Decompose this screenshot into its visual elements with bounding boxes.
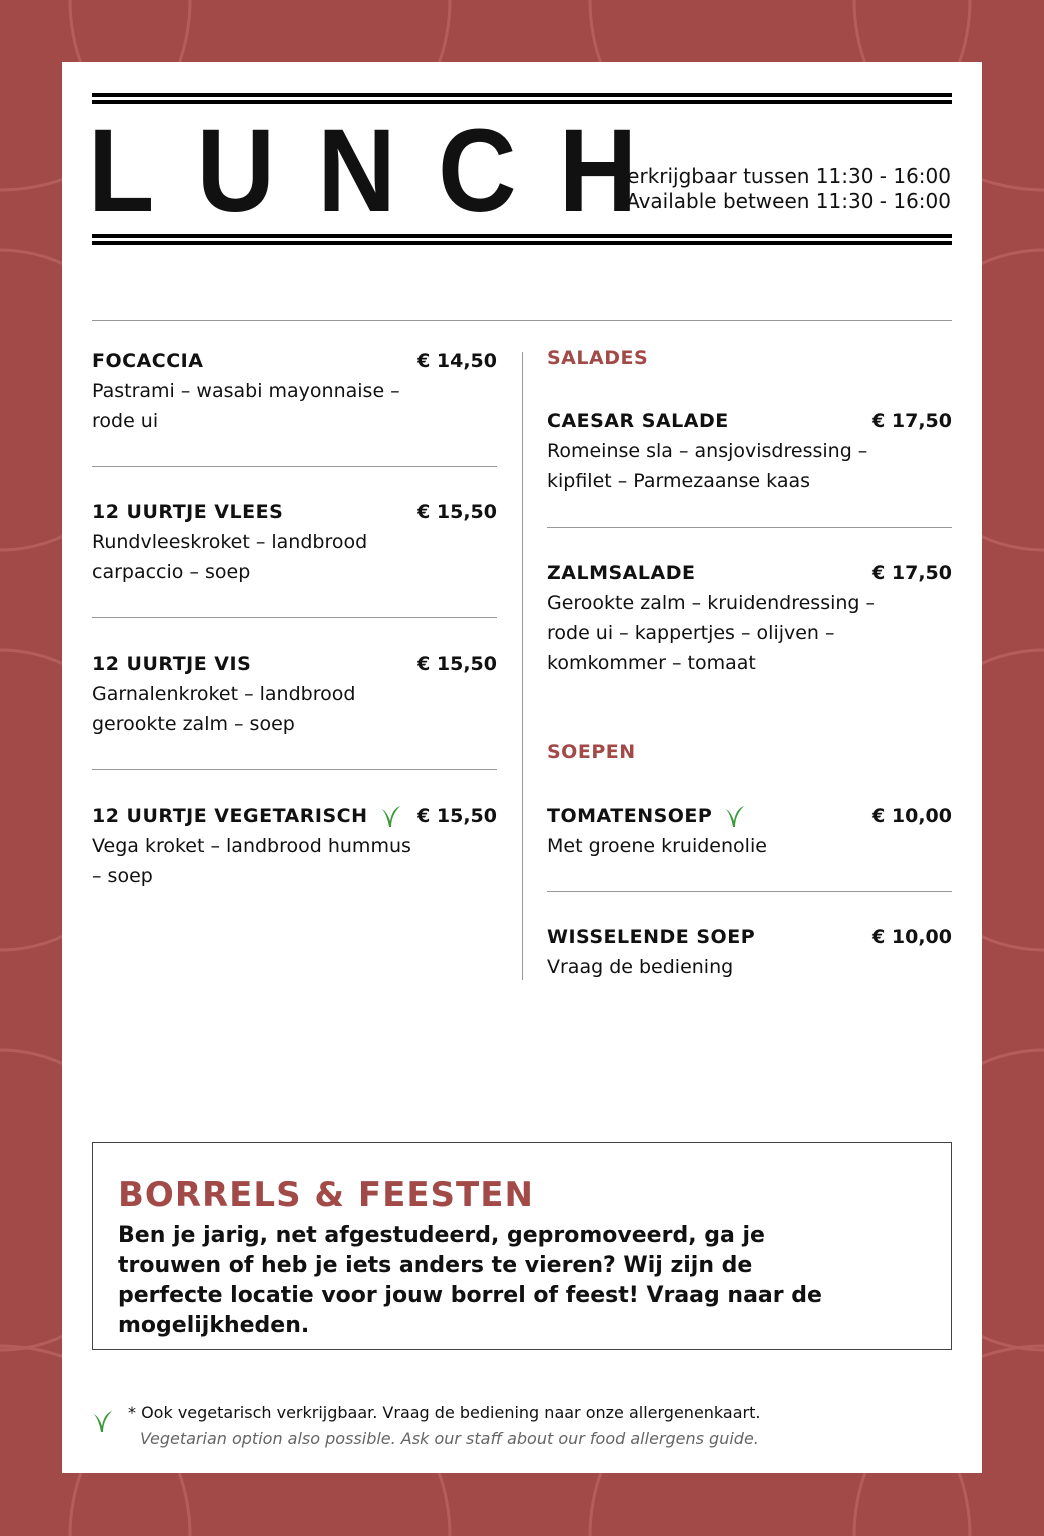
- section-salades: SALADES: [547, 347, 649, 369]
- item-name-text: FOCACCIA: [92, 350, 204, 372]
- divider: [92, 320, 952, 321]
- item-price: € 15,50: [417, 805, 497, 827]
- menu-item: [92, 346, 497, 436]
- borrels-box: [92, 1142, 952, 1350]
- item-name-text: 12 UURTJE VLEES: [92, 501, 284, 523]
- vegetarian-icon: [92, 1408, 114, 1434]
- divider: [547, 527, 952, 528]
- divider: [547, 891, 952, 892]
- hours-nl: Verkrijgbaar tussen 11:30 - 16:00: [615, 164, 951, 188]
- divider: [92, 617, 497, 618]
- item-description: Met groene kruidenolie: [547, 835, 767, 857]
- menu-item: [547, 801, 952, 861]
- footer-nl: * Ook vegetarisch verkrijgbaar. Vraag de bediening naar onze allergenenkaart.: [128, 1403, 761, 1422]
- page-title: LUNCH: [88, 105, 680, 237]
- item-price: € 17,50: [872, 562, 952, 584]
- item-description: Rundvleeskroket – landbrood carpaccio – soep: [92, 531, 368, 583]
- menu-item: [92, 497, 497, 587]
- footer-note: [92, 1400, 760, 1452]
- item-description: Gerookte zalm – kruidendressing – rode ui – kappertjes – olijven – komkommer – tomaat: [547, 592, 876, 674]
- menu-item: [547, 922, 952, 982]
- menu-item: [547, 558, 952, 678]
- availability-hours: [615, 164, 951, 214]
- item-price: € 14,50: [417, 350, 497, 372]
- header-double-rule: [92, 234, 952, 245]
- vegetarian-icon: [380, 803, 402, 829]
- item-name-text: CAESAR SALADE: [547, 410, 729, 432]
- hours-en: Available between 11:30 - 16:00: [626, 189, 951, 213]
- borrels-text: Ben je jarig, net afgestudeerd, gepromoveerd, ga je trouwen of heb je iets anders te vieren? Wij zijn de perfecte locatie voor jouw borrel of feest! Vraag naar de mogelijkheden.: [118, 1223, 822, 1338]
- menu-item: [547, 406, 952, 496]
- borrels-title: BORRELS & FEESTEN: [118, 1175, 534, 1215]
- item-description: Pastrami – wasabi mayonnaise – rode ui: [92, 380, 400, 432]
- item-description: Vega kroket – landbrood hummus – soep: [92, 835, 411, 887]
- item-name-text: WISSELENDE SOEP: [547, 926, 756, 948]
- item-name-text: ZALMSALADE: [547, 562, 696, 584]
- item-description: Vraag de bediening: [547, 956, 734, 978]
- menu-item: [92, 801, 497, 891]
- item-price: € 10,00: [872, 805, 952, 827]
- header-double-rule: [92, 93, 952, 104]
- item-name-text: 12 UURTJE VEGETARISCH: [92, 805, 368, 827]
- section-soepen: SOEPEN: [547, 741, 636, 763]
- menu-item: [92, 649, 497, 739]
- item-description: Romeinse sla – ansjovisdressing – kipfilet – Parmezaanse kaas: [547, 440, 868, 492]
- item-price: € 10,00: [872, 926, 952, 948]
- divider: [92, 769, 497, 770]
- item-name-text: 12 UURTJE VIS: [92, 653, 252, 675]
- item-description: Garnalenkroket – landbrood gerookte zalm – soep: [92, 683, 356, 735]
- vegetarian-icon: [724, 803, 746, 829]
- item-price: € 15,50: [417, 653, 497, 675]
- divider: [92, 466, 497, 467]
- item-name-text: TOMATENSOEP: [547, 805, 713, 827]
- item-price: € 17,50: [872, 410, 952, 432]
- item-price: € 15,50: [417, 501, 497, 523]
- footer-en: Vegetarian option also possible. Ask our staff about our food allergens guide.: [140, 1429, 759, 1448]
- column-divider: [522, 352, 523, 980]
